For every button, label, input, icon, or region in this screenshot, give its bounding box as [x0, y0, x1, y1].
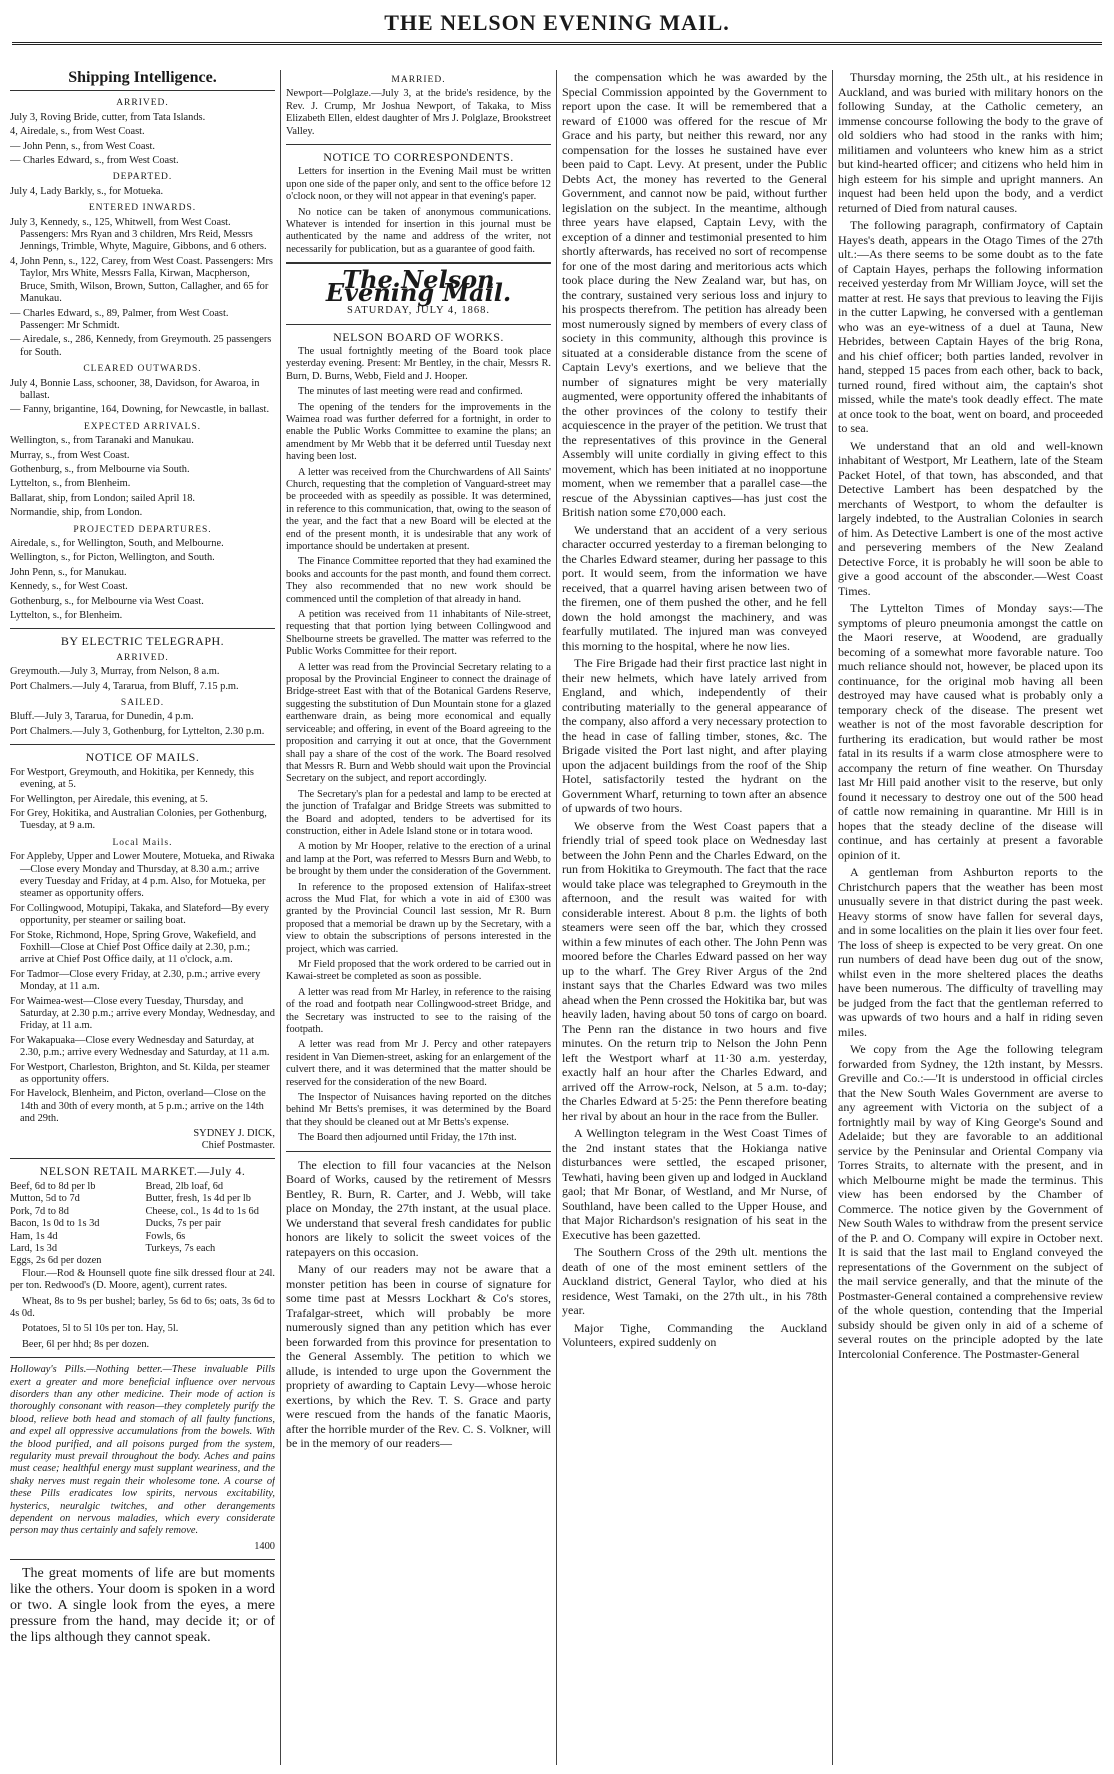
paragraph: In reference to the proposed extension of Halifax-street across the Mud Flat, for which a vote in aid of £300 was granted by the Provincial Council last session, Mr R. Burn proposed that a memorial be drawn up by the Secretary, with a view to obtain the subscriptions of persons interested in the project, which was carried.: [286, 881, 551, 955]
paragraph: A letter was read from Mr Harley, in reference to the raising of the road and footpath near Collingwood-street Bridge, and the Secretary was instructed to see to the raising of the footpath.: [286, 986, 551, 1036]
paragraph: the compensation which he was awarded by the Special Commission appointed by the Government to report upon the case. It will be remembered that a reward of £1000 was offered for the rescue of Mr Grace and his party, but neither this reward, nor any compensation for the losses he sustained have ever been paid to Capt. Levy. At present, under the Public Debts Act, the money has reverted to the General Government, and cannot now be paid, without further legislation on the subject. In the meantime, although three years have elapsed, Captain Levy, with the exception of a dinner and testimonial presented to him shortly afterwards, has received no sort of recompense for one of the most daring and meritorious acts which took place during the New Zealand war, but has, on the contrary, sustained very serious loss and injury to his prospects therefrom. The petition has already been most numerously signed by members of every class of society in this community, although this province is situated at a considerable distance from the scene of Captain Levy's exertions, and we believe that the number of signatures might be very materially augmented, were opportunity offered the inhabitants of the other provinces of the colony to testify their acquiescence in the prayer of the petition. We trust that the representatives of this province in the General Assembly will unite cordially in giving effect to this movement, which has been initiated at no inopportune moment, when we remember that a parallel case—the rescue of the Abyssinian captives—has just cost the British nation some £70,000 each.: [562, 70, 827, 519]
paragraph: A letter was read from the Provincial Secretary relating to a proposal by the Provincial Engineer to connect the drainage of Bridge-street East with that of the Botanical Gardens Reserve, suggesting the substitution of Dun Mountain stone for a glazed earthenware drain, as being more economical and equally serviceable; and offering, in event of the Board agreeing to the proposition and carrying it out at once, that the Government shall pay a share of the cost of the work. The Board resolved that Messrs R. Burn and Webb should wait upon the Provincial Secretary on the subject, and report accordingly.: [286, 661, 551, 785]
section-heading: EXPECTED ARRIVALS.: [83, 421, 202, 432]
list-item: For Waimea-west—Close every Tuesday, Thursday, and Saturday, at 2.30 p.m.; arrive every Monday, Wednesday, and Friday, at 11 a.m.: [10, 995, 275, 1032]
expected-list: [10, 435, 275, 519]
divider: [10, 628, 275, 629]
section-heading: CLEARED OUTWARDS.: [83, 364, 202, 375]
list-item: John Penn, s., for Manukau.: [10, 566, 127, 578]
petition-paragraph: Many of our readers may not be aware that a monster petition has been in course of signature for some time past at Messrs Lockhart & Co's stores, Trafalgar-street, which will probably be more numerously signed than any petition which has ever been forwarded from this province for presentation to the General Assembly. The petition to which we allude, is intended to urge upon the Government the propriety of awarding to Captain Levy—whose heroic exertions, by which the Rev. T. S. Grace and party were rescued from the hands of the fanatic Maoris, after the horrible murder of the Rev. C. S. Volkner, will be in the memory of our readers—: [286, 1262, 551, 1451]
column-3: [562, 70, 827, 1765]
local-mails-list: [10, 851, 275, 1126]
article-list: [838, 70, 1103, 1361]
list-item: Cheese, col., 1s 4d to 1s 6d: [145, 1205, 259, 1217]
list-item: Murray, s., from West Coast.: [10, 449, 130, 461]
list-item: Gothenburg, s., for Melbourne via West Coast.: [10, 595, 204, 607]
cleared-list: [10, 378, 275, 417]
paragraph: The Board then adjourned until Friday, the 17th inst.: [298, 1132, 517, 1144]
market-heading: NELSON RETAIL MARKET.—July 4.: [39, 1164, 246, 1179]
list-item: For Havelock, Blenheim, and Picton, overland—Close on the 14th and 30th of every month, at 5 p.m.; arrive on the 14th and 29th.: [10, 1088, 266, 1125]
departed-list: [10, 186, 275, 198]
signature-title: Chief Postmaster.: [201, 1140, 275, 1152]
notice-heading: NOTICE TO CORRESPONDENTS.: [323, 150, 514, 165]
column-divider: [832, 70, 833, 1765]
list-item: Fowls, 6s: [145, 1230, 186, 1242]
column-divider: [556, 70, 557, 1765]
list-item: Lard, 1s 3d: [10, 1242, 58, 1254]
paragraph: No notice can be taken of anonymous communications. Whatever is intended for insertion in this journal must be authenticated by the name and address of the writer, not necessarily for publication, but as a guarantee of good faith.: [286, 206, 551, 255]
paragraph: We observe from the West Coast papers that a friendly trial of speed took place on Wednesday last between the John Penn and the Charles Edward, on the run from Hokitika to Greymouth. The fact that the race would take place was telegraphed to Greymouth in the afternoon, and the result was waited for with considerable interest. About 8 p.m. the lights of both steamers were seen off the bar, which they crossed within a few minutes of each other. The John Penn was moored before the Charles Edward passed on her way up to the wharf. The Grey River Argus of the 2nd instant says that the Charles Edward was two miles ahead when the Penn crossed the Hokitika bar, but was heavily laden, having about 50 tons of cargo on board. The Penn ran the distance in two hours and five minutes. On the return trip to Nelson the John Penn left the Westport wharf at 11·30 a.m. yesterday, exactly half an hour after the Charles Edward, and arrived off the Arrow-rock, Nelson, at 5 a.m. to-day; the Charles Edward at 5·25: the Penn therefore beating her rival by about an hour in the race from the Buller.: [562, 818, 827, 1123]
list-item: 4, John Penn, s., 122, Carey, from West Coast. Passengers: Mrs Taylor, Mrs White, Messrs Falla, Kirwan, Macpherson, Bruce, Smith, Wilson, Brown, Sutton, Callagher, and 65 for Manukau.: [10, 255, 273, 305]
divider: [286, 1151, 551, 1152]
list-item: Mutton, 5d to 7d: [10, 1193, 80, 1205]
list-item: — Fanny, brigantine, 164, Downing, for Newcastle, in ballast.: [10, 404, 270, 416]
market-left: [10, 1181, 140, 1268]
list-item: Greymouth.—July 3, Murray, from Nelson, 8 a.m.: [10, 666, 220, 678]
list-item: Ballarat, ship, from London; sailed April 18.: [10, 492, 195, 504]
paragraph: The opening of the tenders for the improvements in the Waimea road was further deferred for a fortnight, in order to enable the Public Works Committee to examine the plans; an amendment by Mr Webb that it be deferred until Tuesday next having been lost.: [286, 401, 551, 463]
list-item: Wellington, s., for Picton, Wellington, and South.: [10, 552, 215, 564]
list-item: — Airedale, s., 286, Kennedy, from Greymouth. 25 passengers for South.: [10, 334, 272, 358]
paragraph: The Inspector of Nuisances having reported on the ditches behind Mr Betts's premises, it was determined by the Board that they should be cleaned out at Mr Betts's expense.: [286, 1092, 551, 1128]
list-item: For Westport, Charleston, Brighton, and St. Kilda, per steamer as opportunity offers.: [10, 1061, 270, 1086]
telegraph-heading: BY ELECTRIC TELEGRAPH.: [60, 634, 225, 649]
divider: [10, 744, 275, 745]
list-item: Bluff.—July 3, Tararua, for Dunedin, 4 p.m.: [10, 711, 194, 723]
list-item: Normandie, ship, from London.: [10, 507, 143, 519]
signature: SYDNEY J. DICK,: [193, 1127, 275, 1139]
list-item: Kennedy, s., for West Coast.: [10, 581, 128, 593]
election-paragraph: The election to fill four vacancies at the Nelson Board of Works, caused by the retirement of Messrs Bentley, R. Burn, R. Carter, and J. Webb, will take place on Monday, the 27th instant, at the usual place. We understand that several fresh candidates for public honors are likely to solicit the sweet voices of the ratepayers on this occasion.: [286, 1157, 551, 1259]
section-heading: Local Mails.: [112, 837, 173, 848]
paragraph: We understand that an old and well-known inhabitant of Westport, Mr Leathern, late of the Steam Packet Hotel, of that town, has absconded, and that Detective Lambert has been despatched by the merchants of Westport, to whom the defaulter is largely indebted, to the Australian Colonies in search of him. As Detective Lambert is one of the most active and persevering members of the New Zealand Detective Force, it is probably he will soon be able to give a good account of the absconder.—West Coast Times.: [838, 438, 1103, 598]
list-item: Airedale, s., for Wellington, South, and Melbourne.: [10, 538, 224, 549]
list-item: July 4, Lady Barkly, s., for Motueka.: [10, 185, 164, 197]
paragraph: A petition was received from 11 inhabitants of Nile-street, requesting that that portion lying between Collingwood and Shelbourne streets be gravelled. The matter was referred to the Public Works Committee for their report.: [286, 609, 551, 658]
divider: [10, 1559, 275, 1560]
market-notes: [10, 1268, 275, 1351]
board-report: [286, 346, 551, 1145]
section-heading: ARRIVED.: [116, 652, 169, 663]
paragraph: Mr Field proposed that the work ordered to be carried out in Kawai-street be completed as soon as possible.: [286, 959, 551, 983]
paragraph: A letter was received from the Churchwardens of All Saints' Church, requesting that the completion of Vanguard-street may be proceeded with as speedily as possible. It was determined, in reference to this communication, that, owing to the season of the year, and the fact that a new Board will be elected at the end of the present month, it is undesirable that any work of importance should be undertaken at present.: [286, 466, 551, 552]
paragraph: We copy from the Age the following telegram forwarded from Sydney, the 12th instant, by Messrs. Greville and Co.:—'It is understood in official circles that the New South Wales Government are averse to any agreement with Victoria on the subject of a fortnightly mail by way of King George's Sound and Adelaide; but they are favorable to an additional service by the Peninsular and Oriental Company via Torres Straits, to alternate with the present, and in which Melbourne might be made the terminus. This view has been endorsed by the Chamber of Commerce. The notice given by the Government of New South Wales to withdraw from the present service of the P. and O. Company will expire in October next. It is said that the last mail to England conveyed the representations of the Government on the subject of the mail service generally, and that the minute of the Postmaster-General contained a comprehensive review of the whole question, contending that the Imperial subsidy should be given only in aid of a scheme of several routes on the principle adopted by the late Intercolonial Conference. The Postmaster-General: [838, 1042, 1103, 1361]
list-item: Bread, 2lb loaf, 6d: [145, 1180, 224, 1192]
projected-list: [10, 538, 275, 622]
married-heading: MARRIED.: [391, 75, 446, 85]
list-item: — Charles Edward, s., 89, Palmer, from West Coast. Passenger: Mr Schmidt.: [10, 307, 229, 331]
list-item: Eggs, 2s 6d per dozen: [10, 1255, 102, 1267]
paragraph: The Finance Committee reported that they had examined the books and accounts for the past month, and found them correct. They also recommended that no new work should be commenced until the completion of that already in hand.: [286, 556, 551, 605]
list-item: For Collingwood, Motupipi, Takaka, and Slateford—By every opportunity, per steamer or sailing boat.: [10, 902, 270, 927]
list-item: For Westport, Greymouth, and Hokitika, per Kennedy, this evening, at 5.: [10, 766, 254, 791]
divider: [10, 1357, 275, 1358]
divider: [286, 262, 551, 264]
paragraph: Wheat, 8s to 9s per bushel; barley, 5s 6d to 6s; oats, 3s 6d to 4s 0d.: [10, 1295, 275, 1319]
divider: [286, 144, 551, 145]
paragraph: The minutes of last meeting were read and confirmed.: [298, 386, 523, 398]
closing-paragraph: The great moments of life are but moments like the others. Your doom is spoken in a word or two. A single look from the eyes, a mere pressure from the hand, may decide it; or of the lips although they cannot speak.: [10, 1566, 275, 1646]
list-item: Pork, 7d to 8d: [10, 1205, 69, 1217]
list-item: For Wellington, per Airedale, this evening, at 5.: [10, 793, 208, 805]
list-item: July 4, Bonnie Lass, schooner, 38, Davidson, for Awaroa, in ballast.: [10, 377, 260, 401]
paper-title: The Nelson Evening Mail.: [325, 265, 512, 307]
section-heading: ENTERED INWARDS.: [88, 203, 197, 214]
paragraph: Potatoes, 5l to 5l 10s per ton. Hay, 5l.: [22, 1323, 179, 1335]
shipping-heading: Shipping Intelligence.: [68, 70, 217, 86]
list-item: Lyttelton, s., for Blenheim.: [10, 610, 123, 622]
masthead: [12, 10, 1102, 62]
list-item: For Stoke, Richmond, Hope, Spring Grove, Wakefield, and Foxhill—Close at Chief Post Office daily at 2.30, p.m.; arrive at Chief Post Office daily, at 11 o'clock, a.m.: [10, 929, 257, 966]
list-item: 4, Airedale, s., from West Coast.: [10, 126, 145, 138]
column-divider: [280, 70, 281, 1765]
paragraph: Major Tighe, Commanding the Auckland Volunteers, expired suddenly on: [562, 1320, 827, 1349]
paragraph: A gentleman from Ashburton reports to the Christchurch papers that the weather has been most unusually severe in that district during the past week. Heavy storms of snow have fallen for several days, and in some localities on the plain it lies over four feet. The loss of sheep is expected to be very great. On one run numbers of dead have been dug out of the snow, whilst even in the more sheltered places the deaths have been numerous. The difficulty of travelling may be judged from the fact that the gentleman referred to was upwards of two hours and a half in riding seven miles.: [838, 865, 1103, 1039]
paragraph: Flour.—Rod & Hounsell quote fine silk dressed flour at 24l. per ton. Redwood's (D. Moore, agent), current rates.: [10, 1267, 275, 1292]
mails-heading: NOTICE OF MAILS.: [85, 750, 200, 765]
holloway-advert: Holloway's Pills.—Nothing better.—These invaluable Pills exert a greater and more beneficial influence over nervous disorders than any other medicine. Their mode of action is thoroughly consonant with reason—they completely purify the blood, relieve both head and stomach of all faulty functions, and expel all oppressive accumulations from the bowels. With the blood purified, and all poisons purged from the system, regularity must prevail throughout the body. Aches and pains must cease; healthful energy must supplant weariness, and the shaky nerves must regain their wholesome tone. A course of these Pills eradicates low spirits, nervous excitability, hysterics, neuralgic twitches, and other derangements dependent on nervous maladies, which every considerate person may thus certainly and safely remove.: [10, 1364, 275, 1537]
list-item: For Tadmor—Close every Friday, at 2.30, p.m.; arrive every Monday, at 11 a.m.: [10, 968, 261, 993]
advert-number: 1400: [254, 1540, 275, 1552]
list-item: Ducks, 7s per pair: [145, 1218, 222, 1230]
paragraph: Letters for insertion in the Evening Mail must be written upon one side of the paper only, and sent to the office before 12 o'clock noon, or they will not appear in that evening's paper.: [286, 166, 551, 203]
column-2: [286, 70, 551, 1765]
list-item: Butter, fresh, 1s 4d per lb: [145, 1193, 251, 1205]
list-item: For Wakapuaka—Close every Wednesday and Saturday, at 2.30, p.m.; arrive every Wednesday and Saturday, at 11 a.m.: [10, 1034, 270, 1059]
paragraph: A letter was read from Mr J. Percy and other ratepayers resident in Van Diemen-street, asking for an enlargement of the culvert there, and it was determined that the matter should be reserved for the consideration of the new Board.: [286, 1039, 551, 1088]
column-4: [838, 70, 1103, 1765]
notice-list: [286, 166, 551, 256]
board-heading: NELSON BOARD OF WORKS.: [333, 329, 504, 344]
list-item: Wellington, s., from Taranaki and Manukau.: [10, 435, 194, 447]
list-item: Turkeys, 7s each: [145, 1242, 216, 1254]
list-item: Ham, 1s 4d: [10, 1230, 58, 1242]
section-heading: ARRIVED.: [116, 98, 169, 109]
list-item: For Grey, Hokitika, and Australian Colonies, per Gothenburg, Tuesday, at 9 a.m.: [10, 807, 267, 832]
section-heading: PROJECTED DEPARTURES.: [73, 524, 212, 535]
market-right: [146, 1181, 276, 1268]
list-item: Port Chalmers.—July 4, Tararua, from Bluff, 7.15 p.m.: [10, 680, 239, 692]
paragraph: We understand that an accident of a very serious character occurred yesterday to a fireman belonging to the Charles Edward steamer, during her passage to this port. It would seem, from the information we have received, that a quarrel having arisen between two of the firemen, one of them pushed the other, and he fell down the hold amongst the machinery, and was fearfully mutilated. The injured man was conveyed this morning to the hospital, where he now lies.: [562, 522, 827, 653]
paragraph: The Southern Cross of the 29th ult. mentions the death of one of the most eminent settlers of the Auckland district, General Taylor, who died at his residence, West Tamaki, on the 27th ult., in his 78th year.: [562, 1245, 827, 1317]
column-1: [10, 70, 275, 1765]
tel-sailed-list: [10, 711, 275, 738]
married-notice: Newport—Polglaze.—July 3, at the bride's residence, by the Rev. J. Crump, Mr Joshua Newport, of Takaka, to Miss Elizabeth Ellen, eldest daughter of Mrs J. Polglaze, Brookstreet Valley.: [286, 88, 551, 137]
paragraph: Thursday morning, the 25th ult., at his residence in Auckland, and was buried with military honors on the following Sunday, at the Catholic cemetery, an immense concourse following the body to the grave of old soldiers who had stood in the ranks with him; militiamen and volunteers who knew him as a strict but kind-hearted officer; and citizens who held him in high esteem for his simple and upright manners. An inquest had been held upon the body, and a verdict returned of Died from natural causes.: [838, 70, 1103, 215]
masthead-rule: [12, 42, 1102, 45]
list-item: Gothenburg, s., from Melbourne via South.: [10, 463, 190, 475]
arrived-list: [10, 112, 275, 168]
article-list: [562, 70, 827, 1350]
divider: [10, 90, 275, 91]
paragraph: The Secretary's plan for a pedestal and lamp to be erected at the junction of Trafalgar and Bridge Streets was submitted to the Board and adopted, tenders to be advertised for its construction, either in Adele Island stone or in totara wood.: [286, 788, 551, 837]
mails-list: [10, 767, 275, 833]
list-item: Port Chalmers.—July 3, Gothenburg, for Lyttelton, 2.30 p.m.: [10, 725, 265, 737]
list-item: — Charles Edward, s., from West Coast.: [10, 155, 179, 167]
issue-date: SATURDAY, JULY 4, 1868.: [347, 305, 490, 317]
paragraph: The Lyttelton Times of Monday says:—The symptoms of pleuro pneumonia amongst the cattle on the Maori reserve, at Woodend, are gradually becoming of a somewhat more favorable nature. Too much reliance should not, however, be placed upon its continuance, for the original mob having all been destroyed may have caused what is probably only a temporary check of the disease. The present wet weather is not of the most favorable description for furthering its eradication, but would rather be most fatal in its results if a warm close atmosphere were to accompany the return of fine weather. On Thursday last Mr Hill paid another visit to the reserve, but only found it necessary to destroy one out of the 500 head of cattle now remaining in quarantine. Mr Hill is in hopes that the steady decline of the disease will continue, and has certainly at present a favorable opinion of it.: [838, 601, 1103, 862]
paragraph: The Fire Brigade had their first practice last night in their new helmets, which have lately arrived from England, and which, independently of their contributing materially to the general appearance of the company, also afford a very necessary protection to the head in case of falling timber, stones, &c. The Brigade visited the Port last night, and after playing upon the adjacent buildings from the roof of the Ship Hotel, satisfactorily tested the hydrant on the Government Wharf, returning to town after an absence of upwards of two hours.: [562, 656, 827, 815]
paragraph: The usual fortnightly meeting of the Board took place yesterday evening. Present: Mr Bentley, in the chair, Messrs R. Burn, D. Burns, Webb, Field and J. Hooper.: [286, 345, 551, 382]
divider: [286, 324, 551, 325]
list-item: July 3, Roving Bride, cutter, from Tata Islands.: [10, 111, 206, 123]
list-item: Lyttelton, s., from Blenheim.: [10, 478, 131, 490]
tel-arrived-list: [10, 666, 275, 693]
list-item: Beef, 6d to 8d per lb: [10, 1180, 96, 1192]
section-heading: SAILED.: [120, 698, 165, 709]
paragraph: Beer, 6l per hhd; 8s per dozen.: [22, 1338, 150, 1350]
market-table: [10, 1181, 275, 1268]
section-heading: DEPARTED.: [112, 172, 173, 183]
paragraph: A Wellington telegram in the West Coast Times of the 2nd instant states that the Hokianga native disturbances were settled, the escaped prisoner, Tewhati, having been given up and lodged in Auckland gaol; that Mr Bonar, of Westland, and Mr Nurse, of Southland, have been called to the Upper House, and that Major Richardson's resignation of his seat in the Executive has been gazetted.: [562, 1126, 827, 1242]
list-item: For Appleby, Upper and Lower Moutere, Motueka, and Riwaka—Close every Monday and Thursday, at 8.30 a.m.; arrive every Tuesday and Friday, at 4 p.m. Also, for Motueka, per steamer as opportunity offers.: [10, 851, 275, 900]
list-item: — John Penn, s., from West Coast.: [10, 140, 156, 152]
paragraph: A motion by Mr Hooper, relative to the erection of a urinal and lamp at the Port, was referred to Messrs Burn and Webb, to be brought by them under the consideration of the Government.: [286, 841, 551, 878]
newspaper-title: THE NELSON EVENING MAIL.: [384, 10, 730, 35]
list-item: Bacon, 1s 0d to 1s 3d: [10, 1218, 100, 1230]
paragraph: The following paragraph, confirmatory of Captain Hayes's death, appears in the Otago Times of the 27th ult.:—As there seems to be some doubt as to the fate of Captain Hayes, perhaps the following information received yesterday from Mr William Joyce, will set the matter at rest. He says that previous to leaving the Fijis in the cutter Lapwing, he conversed with a gentleman who was an eye-witness of a duel at Tauna, New Hebrides, between Captain Hayes of the brig Rona, and his chief officer; both parties landed, revolver in hand, stepped 15 paces from each other, back to back, turned round, fired without aim, the captain's shot missed, while the mate's took deadly effect. The mate at once took to the boat, went on board, and proceeded to sea.: [838, 218, 1103, 435]
entered-list: [10, 217, 275, 359]
list-item: July 3, Kennedy, s., 125, Whitwell, from West Coast. Passengers: Mrs Ryan and 3 children, Mrs Reid, Messrs Jennings, Trimble, Whyte, Maguire, Gibbons, and 6 others.: [10, 216, 267, 253]
divider: [10, 1158, 275, 1159]
